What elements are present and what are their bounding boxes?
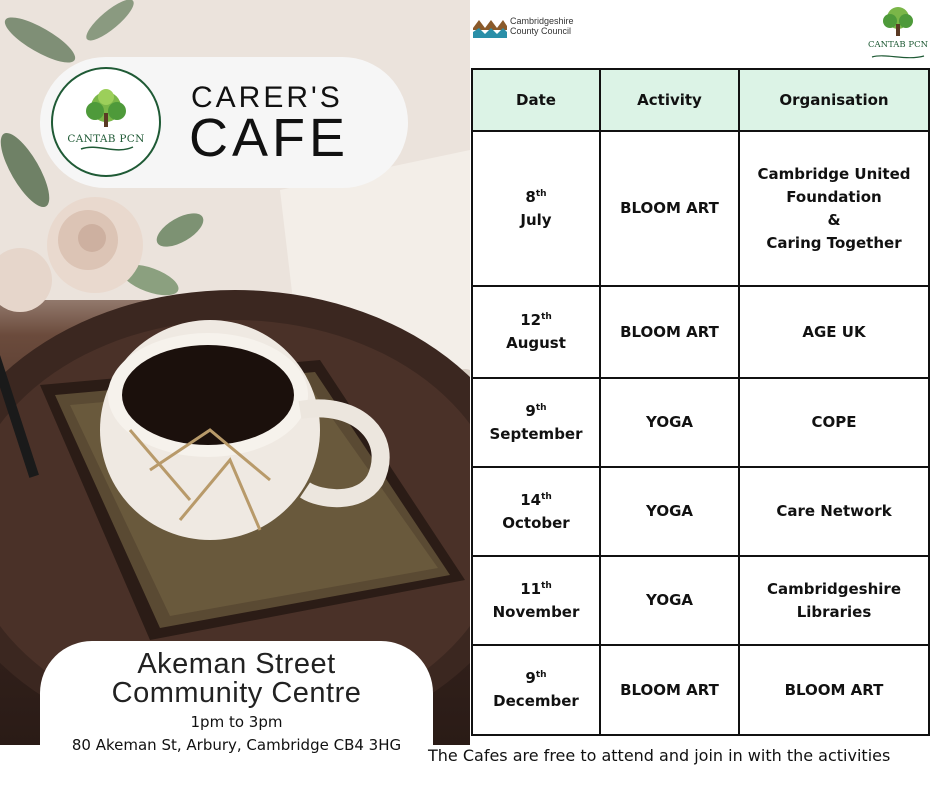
- table-row: [472, 467, 929, 556]
- date-cell: 14th October: [472, 467, 600, 556]
- tree-icon: [53, 69, 159, 175]
- date-cell: 9th September: [472, 378, 600, 467]
- council-wave-icon: [473, 18, 507, 40]
- title-cafe: CAFE: [189, 108, 350, 168]
- table-header-row: [472, 69, 929, 131]
- schedule-table: [471, 68, 930, 736]
- table-row: [472, 131, 929, 286]
- cantab-pcn-small-logo: [866, 2, 930, 60]
- organisation-cell: AGE UK: [739, 286, 929, 378]
- header-date: Date: [472, 69, 600, 131]
- organisation-cell: COPE: [739, 378, 929, 467]
- activity-cell: YOGA: [600, 556, 739, 645]
- date-cell: 11th November: [472, 556, 600, 645]
- organisation-cell: Cambridgeshire Libraries: [739, 556, 929, 645]
- venue-time: 1pm to 3pm: [190, 713, 283, 731]
- logo-label: CANTAB PCN: [67, 133, 145, 145]
- tree-icon: [866, 2, 930, 42]
- cantab-small-label: CANTAB PCN: [867, 40, 929, 50]
- organisation-cell: Care Network: [739, 467, 929, 556]
- organisation-cell: BLOOM ART: [739, 645, 929, 735]
- table-row: [472, 556, 929, 645]
- date-cell: 12th August: [472, 286, 600, 378]
- venue-address: 80 Akeman St, Arbury, Cambridge CB4 3HG: [71, 736, 402, 754]
- council-line2: County Council: [510, 26, 572, 36]
- activity-cell: BLOOM ART: [600, 645, 739, 735]
- header-organisation: Organisation: [739, 69, 929, 131]
- wave-line-icon: [866, 52, 930, 62]
- activity-cell: YOGA: [600, 467, 739, 556]
- date-cell: 9th December: [472, 645, 600, 735]
- venue-name: [40, 650, 433, 708]
- cambridgeshire-council-logo: [473, 16, 593, 42]
- venue-name-line1: Akeman Street: [137, 648, 336, 680]
- cantab-pcn-logo: [51, 67, 161, 177]
- activity-cell: BLOOM ART: [600, 286, 739, 378]
- activity-cell: YOGA: [600, 378, 739, 467]
- activity-cell: BLOOM ART: [600, 131, 739, 286]
- footer-note: The Cafes are free to attend and join in with the activities: [428, 746, 891, 765]
- organisation-cell: Cambridge United Foundation & Caring Together: [739, 131, 929, 286]
- table-row: [472, 645, 929, 735]
- venue-name-line2: Community Centre: [111, 677, 362, 709]
- table-row: [472, 378, 929, 467]
- header-activity: Activity: [600, 69, 739, 131]
- council-line1: Cambridgeshire: [510, 16, 574, 26]
- title-carers: CARER'S: [191, 81, 343, 114]
- table-row: [472, 286, 929, 378]
- date-cell: 8th July: [472, 131, 600, 286]
